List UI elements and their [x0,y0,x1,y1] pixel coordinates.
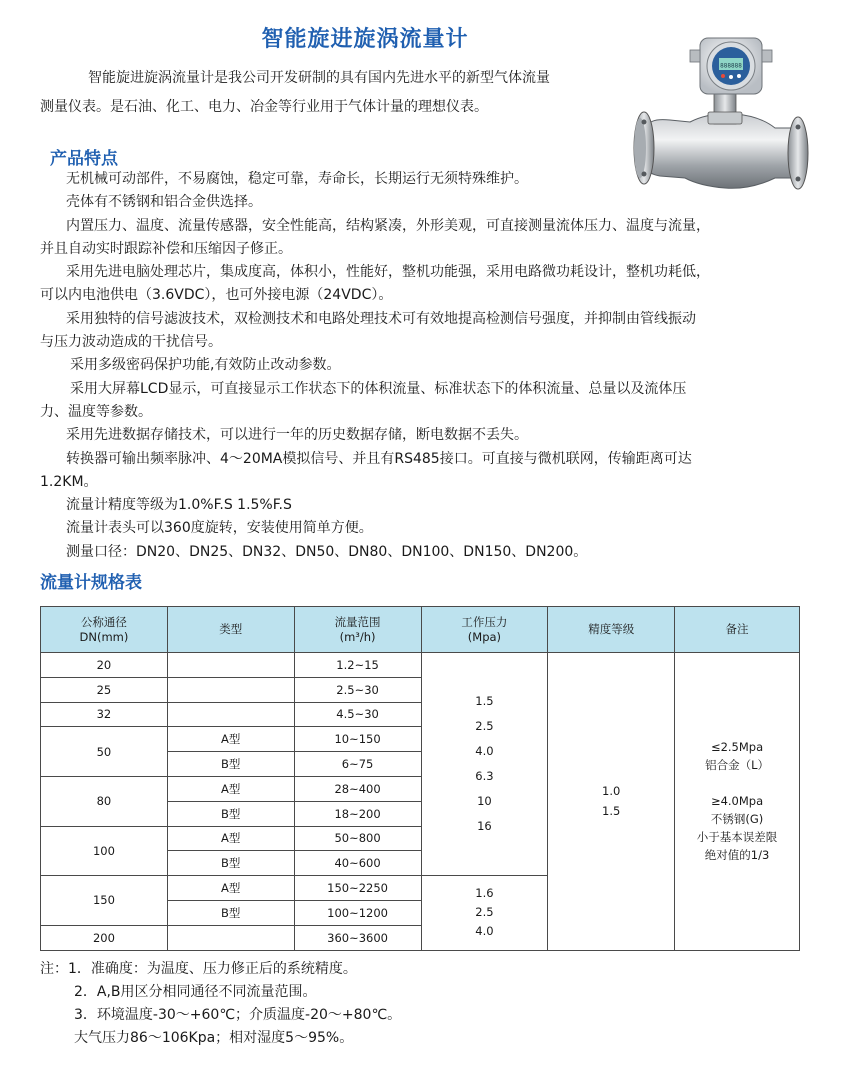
note-cell: ≤2.5Mpa 铝合金（L） ≥4.0Mpa 不锈钢(G) 小于基本误差限 绝对值的1/3 [675,653,800,951]
col-header-accuracy: 精度等级 [548,607,675,653]
intro-line: 智能旋进旋涡流量计是我公司开发研制的具有国内先进水平的新型气体流量 [88,70,550,86]
feature-item: 流量计表头可以360度旋转，安装使用简单方便。 [66,520,373,537]
features-heading: 产品特点 [50,149,118,169]
col-header-type: 类型 [167,607,294,653]
note-line: 2．A,B用区分相同通径不同流量范围。 [74,984,317,1000]
table-row: B型 40~600 [41,851,800,876]
feature-item: 采用独特的信号滤波技术，双检测技术和电路处理技术可有效地提高检测信号强度，并抑制由管线振动 [66,310,696,327]
feature-item: 测量口径：DN20、DN25、DN32、DN50、DN80、DN100、DN150、DN200。 [66,543,588,560]
page-title: 智能旋进旋涡流量计 [261,27,469,52]
pressure-group-1: 1.5 2.5 4.0 6.3 10 16 [421,653,548,876]
feature-item: 采用先进数据存储技术，可以进行一年的历史数据存储，断电数据不丢失。 [66,427,528,444]
table-row: 100 A型 50~800 [41,826,800,851]
table-header-row [41,607,800,653]
table-row: B型 100~1200 [41,900,800,925]
feature-item: 1.2KM。 [40,473,98,490]
feature-item: 并且自动实时跟踪补偿和压缩因子修正。 [40,240,292,257]
feature-item: 内置压力、温度、流量传感器，安全性能高，结构紧凑，外形美观，可直接测量流体压力、温度与流量， [66,217,710,234]
table-row: 20 1.2~15 1.5 2.5 4.0 6.3 10 16 1.0 1.5 ≤2.5Mpa 铝合金（L） ≥4.0Mpa 不锈钢(G) 小于基本误差限 绝对值的1/3 [41,653,800,678]
feature-item: 力、温度等参数。 [40,403,152,420]
table-row: B型 6~75 [41,752,800,777]
table-row: 200 360~3600 [41,925,800,950]
note-line: 注：1．准确度：为温度、压力修正后的系统精度。 [40,961,357,977]
table-row: 80 A型 28~400 [41,776,800,801]
feature-item: 与压力波动造成的干扰信号。 [40,334,222,351]
spec-table [40,606,800,951]
feature-item: 转换器可输出频率脉冲、4～20MA模拟信号、并且有RS485接口。可直接与微机联网，传输距离可达 [66,450,692,467]
table-row: 32 4.5~30 [41,702,800,727]
features-list [40,168,820,564]
table-row: 25 2.5~30 [41,677,800,702]
pressure-group-2: 1.6 2.5 4.0 [421,876,548,950]
accuracy-cell: 1.0 1.5 [548,653,675,951]
spec-table-heading: 流量计规格表 [40,573,142,593]
feature-item: 壳体有不锈钢和铝合金供选择。 [66,194,262,211]
feature-item: 流量计精度等级为1.0%F.S 1.5%F.S [66,497,292,514]
col-header-note: 备注 [675,607,800,653]
intro-paragraph [40,64,640,122]
display-readout: 888888 [720,62,742,70]
notes [40,958,800,1050]
col-header-pressure: 工作压力 (Mpa) [421,607,548,653]
feature-item: 采用多级密码保护功能,有效防止改动参数。 [70,357,341,374]
feature-item: 采用大屏幕LCD显示，可直接显示工作状态下的体积流量、标准状态下的体积流量、总量以及流体压 [70,380,687,397]
table-row: 50 A型 10~150 [41,727,800,752]
feature-item: 采用先进电脑处理芯片，集成度高，体积小，性能好，整机功能强，采用电路微功耗设计，整机功耗低， [66,264,710,281]
note-line: 大气压力86～106Kpa；相对湿度5～95%。 [74,1030,354,1046]
table-row: 150 A型 150~2250 1.6 2.5 4.0 [41,876,800,901]
note-line: 3．环境温度-30～+60℃；介质温度-20～+80℃。 [74,1007,402,1023]
table-row: B型 18~200 [41,801,800,826]
feature-item: 无机械可动部件，不易腐蚀，稳定可靠，寿命长，长期运行无须特殊维护。 [66,171,528,187]
col-header-flow: 流量范围 (m³/h) [294,607,421,653]
intro-line: 测量仪表。是石油、化工、电力、冶金等行业用于气体计量的理想仪表。 [40,99,488,115]
col-header-dn: 公称通径 DN(mm) [41,607,168,653]
feature-item: 可以内电池供电（3.6VDC），也可外接电源（24VDC）。 [40,287,393,304]
